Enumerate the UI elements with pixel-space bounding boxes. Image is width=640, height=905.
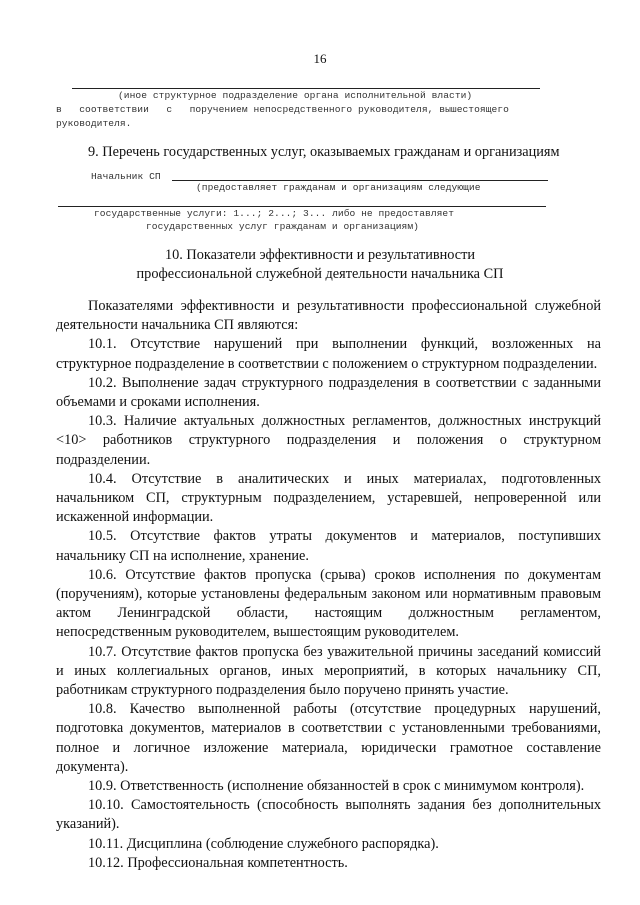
section-9-caption-2: государственные услуги: 1...; 2...; 3... либо не предоставляет (94, 208, 455, 219)
top-caption: (иное структурное подразделение органа исполнительной власти) (118, 90, 473, 101)
list-item: 10.11. Дисциплина (соблюдение служебного распорядка). (88, 835, 439, 852)
section-10-intro: Показателями эффективности и результативности профессиональной служебной деятельности начальника СП являются: (56, 298, 601, 334)
section-10-body (56, 297, 601, 873)
list-item: 10.10. Самостоятельность (способность выполнять задания без дополнительных указаний). (56, 797, 601, 833)
section-10-title-line-2: профессиональной служебной деятельности начальника СП (136, 266, 504, 282)
section-9-caption-1: (предоставляет гражданам и организациям следующие (196, 182, 481, 193)
top-line-3: руководителя. (56, 118, 132, 129)
list-item: 10.7. Отсутствие фактов пропуска без уважительной причины заседаний комиссий и иных коллегиальных органов, иных мероприятий, в которых начальнику СП, работникам структурного подразделения было поручено принять участие. (56, 643, 601, 699)
section-9-label: Начальник СП (91, 171, 161, 182)
list-item: 10.4. Отсутствие в аналитических и иных материалах, подготовленных начальником СП, структурным подразделением, устаревшей, непроверенной или искаженной информации. (56, 470, 601, 526)
top-line-2: в соответствии с поручением непосредственного руководителя, вышестоящего (56, 104, 509, 115)
list-item: 10.3. Наличие актуальных должностных регламентов, должностных инструкций <10> работников структурного подразделения и положения о структурном подразделении. (56, 413, 601, 468)
section-10-title-line-1: 10. Показатели эффективности и результативности (164, 247, 476, 263)
list-item: 10.1. Отсутствие нарушений при выполнении функций, возложенных на структурное подразделение в соответствии с положением о структурном подразделении. (56, 336, 601, 372)
list-item: 10.12. Профессиональная компетентность. (88, 854, 348, 871)
list-item: 10.9. Ответственность (исполнение обязанностей в срок с минимумом контроля). (88, 778, 585, 795)
list-item: 10.6. Отсутствие фактов пропуска (срыва) сроков исполнения по документам (поручениям), которые установлены федеральным законом или нормативным правовым актом Ленинградской области, настоящим должностным регламентом, непосредственным руководителем, вышестоящим руководителем. (56, 566, 601, 641)
section-9-title: 9. Перечень государственных услуг, оказываемых гражданам и организациям (88, 144, 560, 160)
list-item: 10.2. Выполнение задач структурного подразделения в соответствии с заданными объемами и сроками исполнения. (56, 374, 601, 411)
list-item: 10.5. Отсутствие фактов утраты документов и материалов, поступивших начальнику СП на исполнение, хранение. (56, 528, 601, 564)
page-number: 16 (313, 51, 327, 66)
list-item: 10.8. Качество выполненной работы (отсутствие процедурных нарушений, подготовка документов, материалов в соответствии с установленными требованиями, полное и логичное изложение материала, юридически грамотное составление документа). (56, 701, 601, 775)
section-9-caption-3: государственных услуг гражданам и организациям) (146, 221, 419, 232)
